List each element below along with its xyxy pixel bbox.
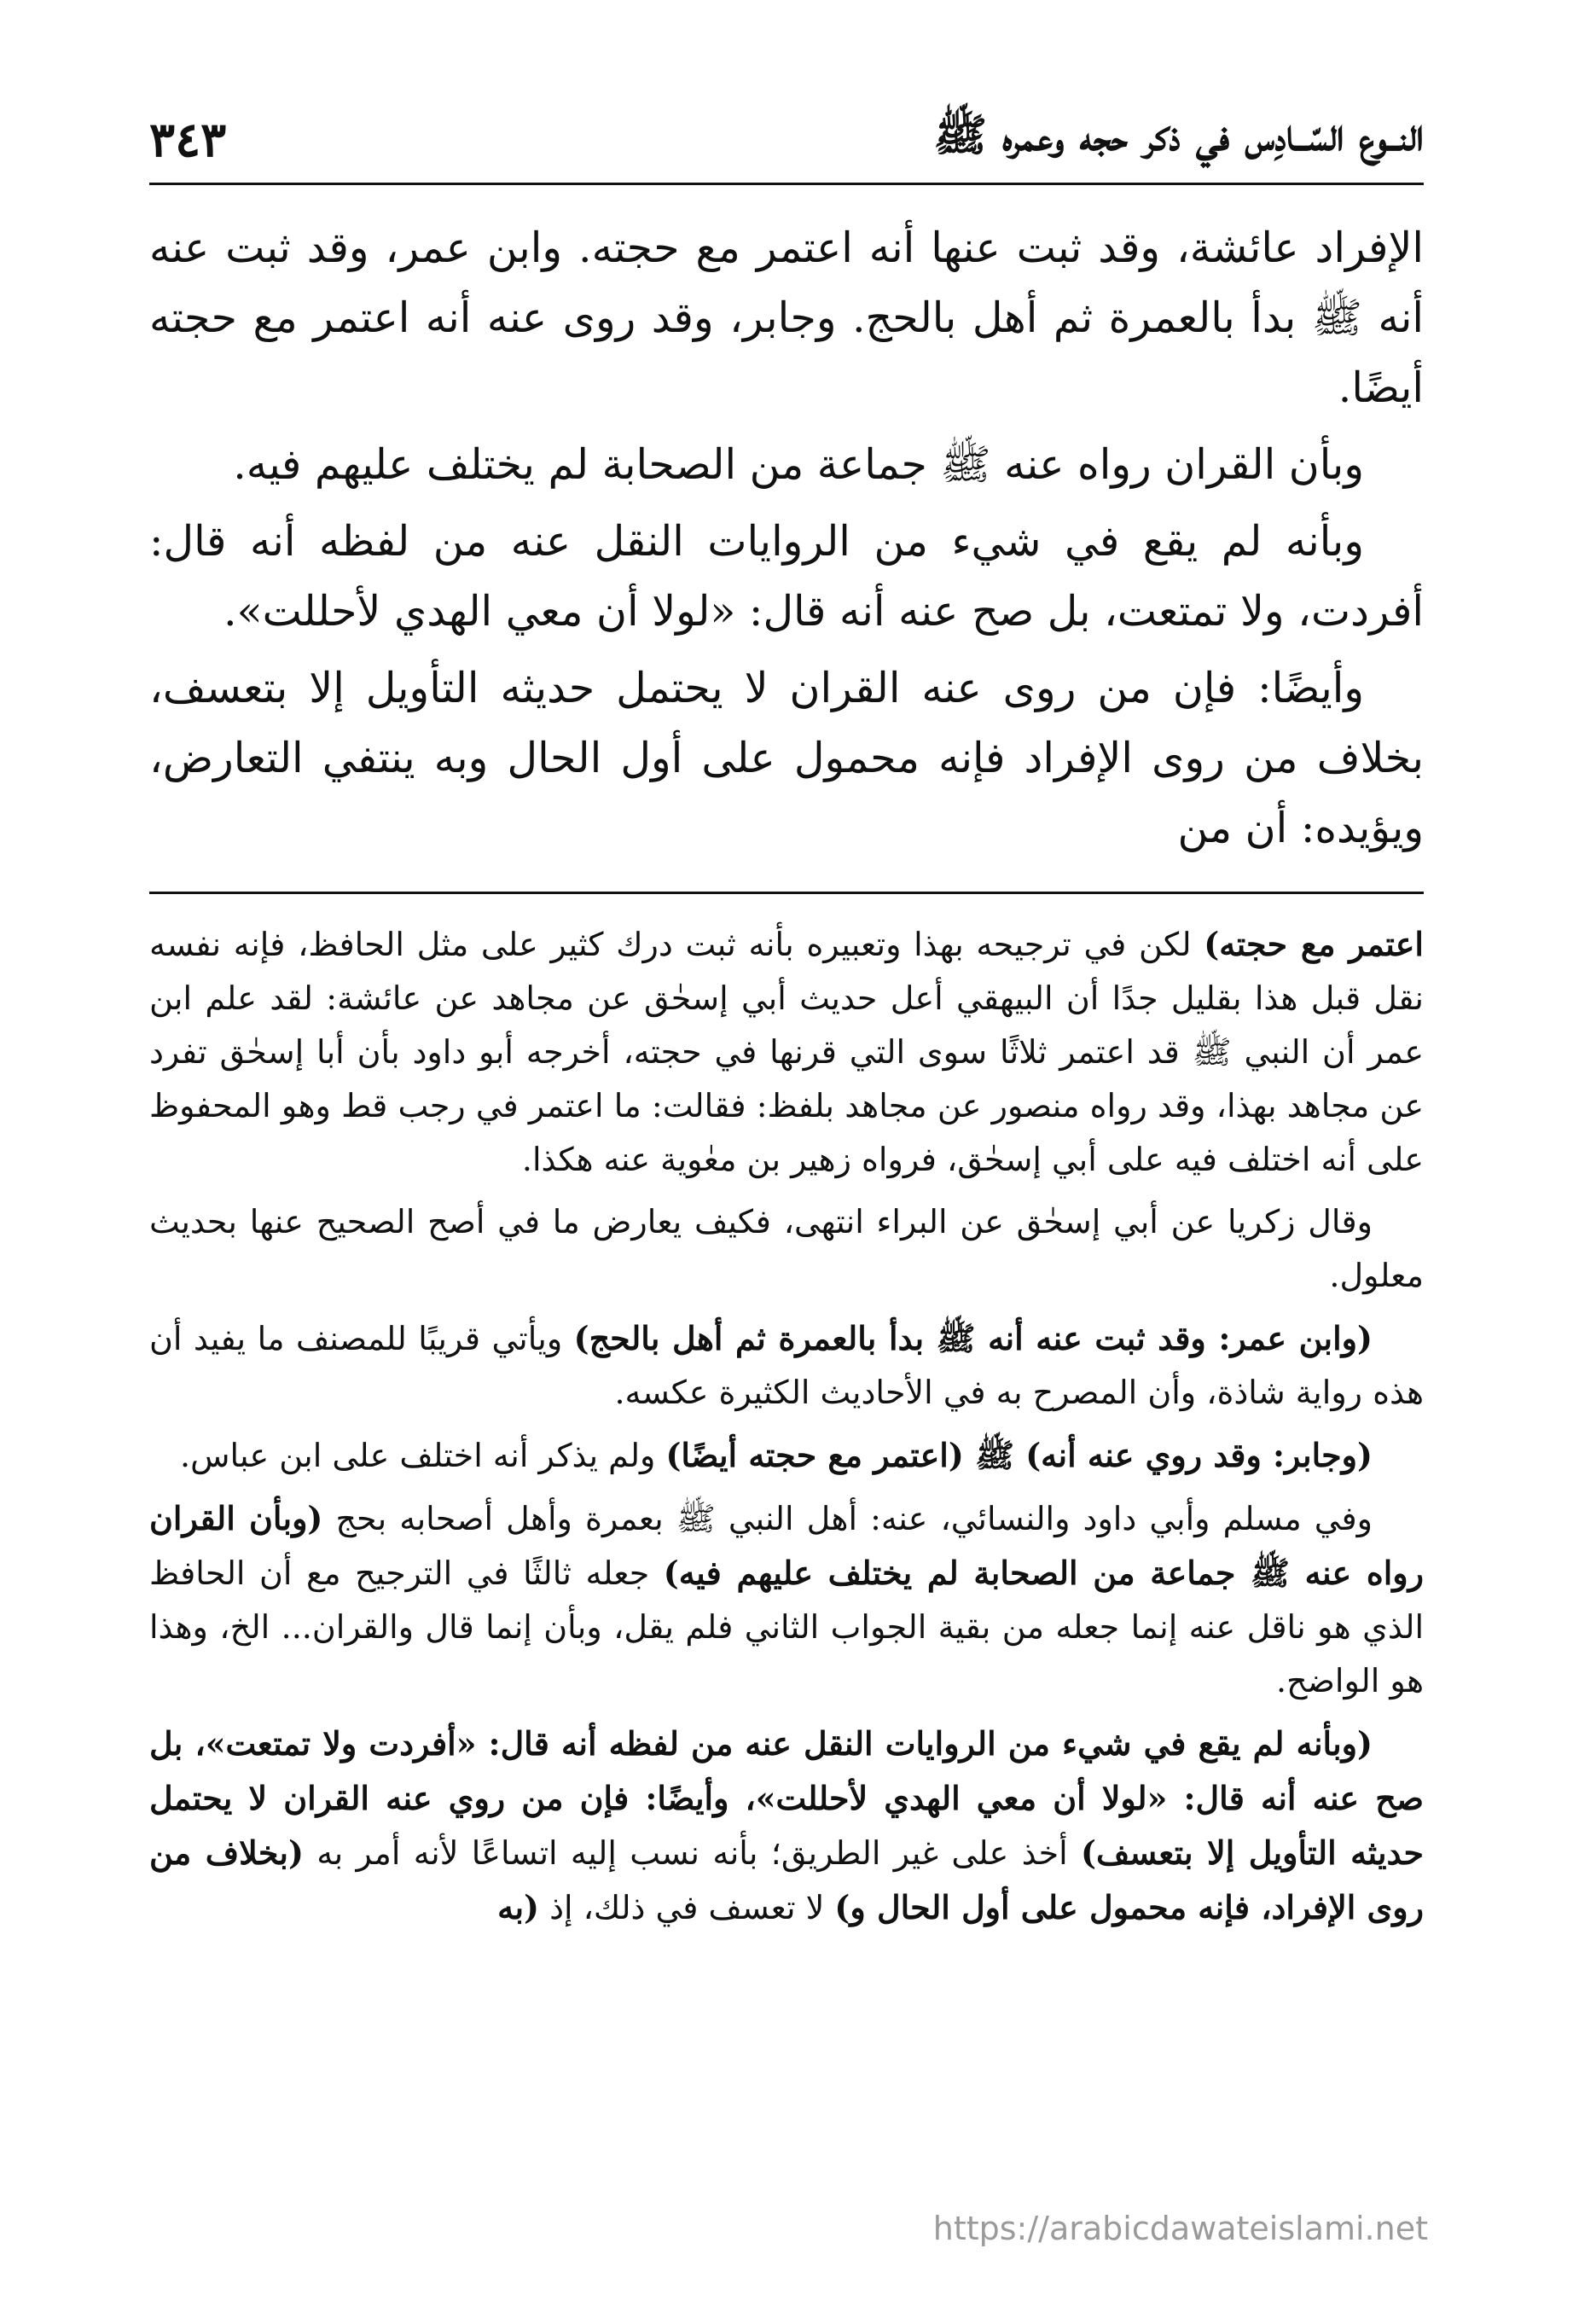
main-paragraph: وبأن القران رواه عنه ﷺ جماعة من الصحابة لم يختلف عليهم فيه. <box>233 440 1364 489</box>
commentary-paragraph <box>149 1195 1424 1303</box>
commentary-text-span: وقال زكريا عن أبي إسحٰق عن البراء انتهى، فكيف يعارض ما في أصح الصحيح عنها بحديث معلول. <box>149 1203 1424 1294</box>
main-paragraph: الإفراد عائشة، وقد ثبت عنها أنه اعتمر مع حجته. وابن عمر، وقد ثبت عنه أنه ﷺ بدأ بالعمرة ثم أهل بالحج. وجابر، وقد روى عنه أنه اعتمر مع حجته أيضًا. <box>149 224 1424 412</box>
running-title: النــوع السّــادِس في ذكر حجه وعمره ﷺ <box>933 108 1424 161</box>
commentary-text-span: ويأتي قريبًا للمصنف ما يفيد أن هذه رواية شاذة، وأن المصرح به في الأحاديث الكثيرة عكسه. <box>149 1320 1424 1411</box>
page-header <box>149 101 1424 179</box>
quoted-matn: (بخلاف من روى الإفراد، فإنه محمول على أول الحال و) <box>149 1833 1424 1926</box>
commentary-paragraph <box>149 917 1424 1187</box>
commentary-text-span: أخذ على غير الطريق؛ بأنه نسب إليه اتساعًا لأنه أمر به <box>303 1834 1081 1872</box>
quoted-matn: (وابن عمر: وقد ثبت عنه أنه ﷺ بدأ بالعمرة ثم أهل بالحج) <box>573 1319 1373 1357</box>
quoted-matn: (وبأن القران رواه عنه ﷺ جماعة من الصحابة لم يختلف عليهم فيه) <box>149 1499 1424 1592</box>
quoted-matn: (وجابر: وقد روي عنه أنه) ﷺ (اعتمر مع حجته أيضًا) <box>665 1436 1373 1474</box>
commentary-text-span: لكن في ترجيحه بهذا وتعبيره بأنه ثبت درك كثير على مثل الحافظ، فإنه نفسه نقل قبل هذا بقليل جدًا أن البيهقي أعل حديث أبي إسحٰق عن مجاهد عن عائشة: لقد علم ابن عمر أن النبي ﷺ قد اعتمر ثلاثًا سوى التي قرنها في حجته، أخرجه أبو داود بأن أبا إسحٰق تفرد عن مجاهد بهذا، وقد رواه منصور عن مجاهد بلفظ: فقالت: ما اعتمر في رجب قط وهو المحفوظ على أنه اختلف فيه على أبي إسحٰق، فرواه زهير بن معٰوية عنه هكذا. <box>149 926 1424 1178</box>
footnote-divider <box>149 892 1424 894</box>
commentary-text-span: لا تعسف في ذلك، إذ <box>539 1889 835 1926</box>
page-number: ٣٤٣ <box>149 112 227 168</box>
commentary-paragraph <box>149 1717 1424 1935</box>
commentary-text-span: وفي مسلم وأبي داود والنسائي، عنه: أهل النبي ﷺ بعمرة وأهل أصحابه بحج <box>322 1500 1373 1537</box>
commentary-paragraph <box>149 1491 1424 1708</box>
main-paragraph: وبأنه لم يقع في شيء من الروايات النقل عنه من لفظه أنه قال: أفردت، ولا تمتعت، بل صح عنه أنه قال: «لولا أن معي الهدي لأحللت». <box>149 517 1424 636</box>
commentary-paragraph <box>149 1311 1424 1420</box>
quoted-matn: (به <box>497 1888 540 1926</box>
quoted-matn: (وبأنه لم يقع في شيء من الروايات النقل عنه من لفظه أنه قال: «أفردت ولا تمتعت»، بل صح عنه أنه قال: «لولا أن معي الهدي لأحللت»، وأيضًا: فإن من روي عنه القران لا يحتمل حديثه التأويل إلا بتعسف) <box>149 1724 1424 1872</box>
main-paragraph: وأيضًا: فإن من روى عنه القران لا يحتمل حديثه التأويل إلا بتعسف، بخلاف من روى الإفراد فإنه محمول على أول الحال وبه ينتفي التعارض، ويؤيده: أن من <box>149 664 1424 852</box>
watermark-url: https://arabicdawateislami.net <box>932 2210 1428 2247</box>
commentary-paragraph <box>149 1428 1424 1483</box>
header-rule <box>149 183 1424 185</box>
commentary-text-span: ولم يذكر أنه اختلف على ابن عباس. <box>179 1437 666 1474</box>
main-text <box>149 213 1424 870</box>
commentary-text-span: جعله ثالثًا في الترجيح مع أن الحافظ الذي هو ناقل عنه إنما جعله من بقية الجواب الثاني فلم يقل، وبأن إنما قال والقران... الخ، وهذا هو الواضح. <box>149 1554 1424 1699</box>
commentary-text <box>149 917 1424 1943</box>
quoted-matn: اعتمر مع حجته) <box>1204 925 1424 963</box>
